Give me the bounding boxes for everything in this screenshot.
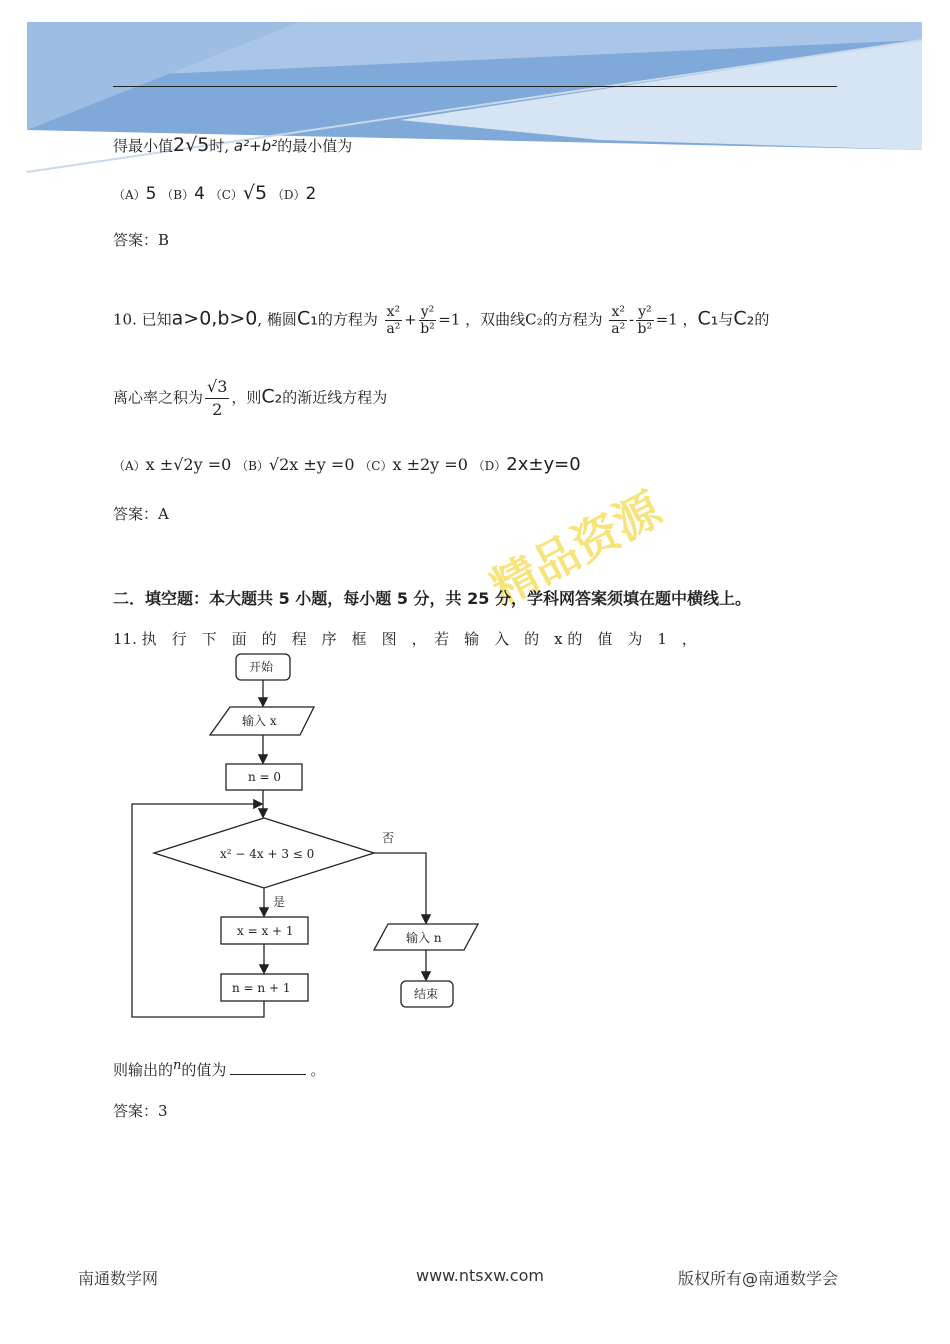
start-label: 开始	[249, 660, 274, 674]
footer-center: www.ntsxw.com	[416, 1266, 544, 1285]
output-label: 输入 n	[406, 931, 442, 945]
q11-result-line: 则输出的n的值为 。	[113, 1058, 326, 1079]
q10-options: （A）x ±√2y =0 （B）√2x ±y =0 （C）x ±2y =0 （D）2x±y=0	[113, 454, 581, 475]
init-label: n = 0	[248, 770, 282, 784]
flowchart	[120, 648, 500, 1028]
section-heading: 二．填空题：本大题共 5 小题，每小题 5 分，共 25 分，学科网答案须填在题中横线上。	[113, 589, 751, 608]
end-label: 结束	[414, 987, 439, 1001]
answer-blank[interactable]	[230, 1074, 306, 1075]
step1-label: x = x + 1	[237, 924, 294, 938]
header-rule	[113, 86, 837, 87]
q11-question: 11. 执 行 下 面 的 程 序 框 图 ， 若 输 入 的 x 的 值 为 1 ，	[113, 630, 697, 648]
q9-options: （A）5 （B）4 （C）√5 （D）2	[113, 182, 317, 204]
input-label: 输入 x	[242, 714, 277, 728]
yes-label: 是	[273, 895, 286, 909]
step2-label: n = n + 1	[232, 981, 291, 995]
footer-left: 南通数学网	[78, 1269, 159, 1288]
q10-question-line1: 10. 已知a>0,b>0, 椭圆C₁的方程为 $\frac{\text{x²}}{\text{a²}}$ + $\frac{\text{y²}}{\text{b²}}$ =1 ，双曲线C₂的方程为 $\frac{\text{x²}}{\text{a²}}$ - $\frac{\text{y²}}{\text{b²}}$ =1 ，C₁与C₂的	[113, 304, 770, 337]
no-label: 否	[382, 831, 395, 845]
q11-answer: 答案：3	[113, 1102, 168, 1120]
q10-answer: 答案：A	[113, 505, 169, 523]
q9-answer: 答案：B	[113, 231, 170, 249]
q10-question-line2: 离心率之积为 $\frac{√3}{2}$ ，则C₂的渐近线方程为	[113, 377, 388, 419]
watermark-text: 精品资源	[482, 481, 671, 616]
decision-label: x² − 4x + 3 ≤ 0	[220, 847, 315, 861]
q9-condition-line: 得最小值2√5时, a²+b²的最小值为	[113, 134, 353, 156]
footer-right: 版权所有@南通数学会	[678, 1269, 839, 1288]
header-banner	[0, 0, 950, 190]
